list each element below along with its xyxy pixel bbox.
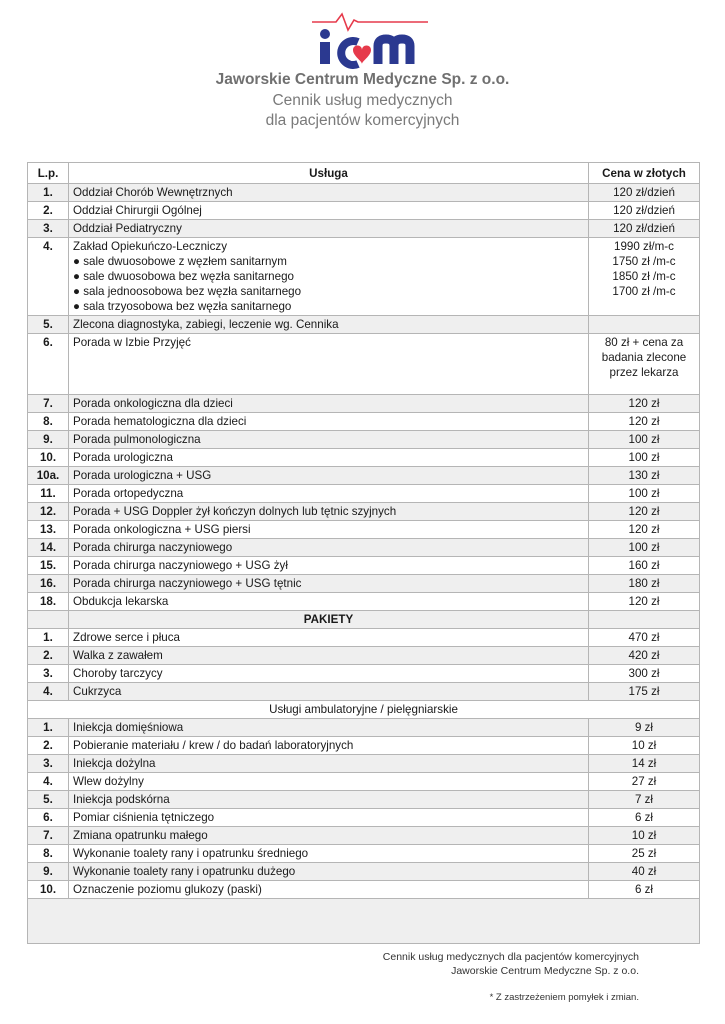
row-service: Porada chirurga naczyniowego + USG żył [69, 557, 589, 575]
row-price: 27 zł [589, 773, 700, 791]
row-service-zol [69, 238, 589, 316]
table-row [28, 449, 700, 467]
row-lp: 4. [28, 683, 69, 701]
header-lp: L.p. [28, 163, 69, 184]
row-service: Zdrowe serce i płuca [69, 629, 589, 647]
table-row [28, 431, 700, 449]
row-lp: 8. [28, 845, 69, 863]
row-service: Porada + USG Doppler żył kończyn dolnych lub tętnic szyjnych [69, 503, 589, 521]
table-header-row [28, 163, 700, 184]
row-lp: 4. [28, 238, 69, 316]
zol-item: ● sale dwuosobowe z węzłem sanitarnym [73, 255, 287, 268]
row-lp: 2. [28, 737, 69, 755]
row-service: Obdukcja lekarska [69, 593, 589, 611]
row-service: Pobieranie materiału / krew / do badań laboratoryjnych [69, 737, 589, 755]
table-row [28, 647, 700, 665]
row-service: Porada urologiczna [69, 449, 589, 467]
row-service: Walka z zawałem [69, 647, 589, 665]
logo-m [378, 39, 410, 64]
section-row-packages [28, 611, 700, 629]
row-lp: 6. [28, 809, 69, 827]
row-service: Wykonanie toalety rany i opatrunku dużego [69, 863, 589, 881]
document-title-line1: Cennik usług medycznych [272, 92, 453, 109]
row-service: Porada onkologiczna + USG piersi [69, 521, 589, 539]
section-empty-cell [589, 611, 700, 629]
table-row [28, 809, 700, 827]
row-lp: 5. [28, 791, 69, 809]
row-service: Zlecona diagnostyka, zabiegi, leczenie wg. Cennika [69, 316, 589, 334]
row-lp: 3. [28, 220, 69, 238]
row-lp: 10a. [28, 467, 69, 485]
table-row [28, 683, 700, 701]
table-row [28, 395, 700, 413]
table-row [28, 791, 700, 809]
header-service: Usługa [69, 163, 589, 184]
row-lp: 3. [28, 755, 69, 773]
row-price: 120 zł/dzień [589, 202, 700, 220]
table-row [28, 184, 700, 202]
row-lp: 2. [28, 647, 69, 665]
row-service: Iniekcja domięśniowa [69, 719, 589, 737]
row-price: 120 zł [589, 521, 700, 539]
row-price: 420 zł [589, 647, 700, 665]
row-service: Porada onkologiczna dla dzieci [69, 395, 589, 413]
row-service: Iniekcja podskórna [69, 791, 589, 809]
zol-price: 1990 zł/m-c [614, 240, 674, 253]
row-service: Porada hematologiczna dla dzieci [69, 413, 589, 431]
row-service: Oznaczenie poziomu glukozy (paski) [69, 881, 589, 899]
section-title-packages: PAKIETY [69, 611, 589, 629]
ecg-line [312, 14, 428, 30]
row-service: Oddział Pediatryczny [69, 220, 589, 238]
zol-price: 1850 zł /m-c [612, 270, 676, 283]
row-price: 120 zł/dzień [589, 184, 700, 202]
row-service: Porada ortopedyczna [69, 485, 589, 503]
zol-item: ● sala trzyosobowa bez węzła sanitarnego [73, 300, 292, 313]
row-price: 120 zł [589, 593, 700, 611]
table-row [28, 593, 700, 611]
row-lp: 2. [28, 202, 69, 220]
row-price: 120 zł [589, 503, 700, 521]
row-lp: 6. [28, 334, 69, 395]
table-row [28, 521, 700, 539]
row-price: 80 zł + cena za badania zlecone przez lekarza [589, 334, 700, 395]
row-service: Porada chirurga naczyniowego + USG tętnic [69, 575, 589, 593]
row-lp: 5. [28, 316, 69, 334]
table-row [28, 316, 700, 334]
zol-title: Zakład Opiekuńczo-Leczniczy [73, 240, 228, 253]
row-lp: 1. [28, 184, 69, 202]
zol-price: 1750 zł /m-c [612, 255, 676, 268]
row-price: 120 zł [589, 413, 700, 431]
table-row [28, 773, 700, 791]
row-lp: 11. [28, 485, 69, 503]
row-price: 7 zł [589, 791, 700, 809]
row-price: 14 zł [589, 755, 700, 773]
row-lp: 1. [28, 629, 69, 647]
table-row [28, 629, 700, 647]
table-row [28, 575, 700, 593]
table-row [28, 827, 700, 845]
price-table [27, 162, 700, 944]
row-price-zol [589, 238, 700, 316]
row-lp: 13. [28, 521, 69, 539]
footer-line2: Jaworskie Centrum Medyczne Sp. z o.o. [451, 965, 639, 977]
table-row [28, 202, 700, 220]
row-price: 100 zł [589, 431, 700, 449]
zol-item: ● sale dwuosobowa bez węzła sanitarnego [73, 270, 294, 283]
row-service: Choroby tarczycy [69, 665, 589, 683]
table-blank-row [28, 899, 700, 944]
row-price: 470 zł [589, 629, 700, 647]
row-lp: 7. [28, 827, 69, 845]
table-row [28, 881, 700, 899]
row-price: 6 zł [589, 881, 700, 899]
table-row [28, 539, 700, 557]
row-price: 120 zł/dzień [589, 220, 700, 238]
row-price: 160 zł [589, 557, 700, 575]
row-price [589, 316, 700, 334]
row-service: Porada urologiczna + USG [69, 467, 589, 485]
table-row [28, 503, 700, 521]
table-row [28, 413, 700, 431]
row-service: Wykonanie toalety rany i opatrunku średniego [69, 845, 589, 863]
zol-price: 1700 zł /m-c [612, 285, 676, 298]
table-row [28, 863, 700, 881]
row-lp: 9. [28, 863, 69, 881]
row-service: Cukrzyca [69, 683, 589, 701]
row-price: 40 zł [589, 863, 700, 881]
section-empty-cell [28, 611, 69, 629]
company-logo [306, 12, 434, 74]
document-title-line2: dla pacjentów komercyjnych [265, 112, 460, 129]
table-row [28, 755, 700, 773]
row-price: 10 zł [589, 737, 700, 755]
table-row [28, 665, 700, 683]
table-row [28, 220, 700, 238]
row-lp: 4. [28, 773, 69, 791]
row-lp: 10. [28, 881, 69, 899]
row-service: Zmiana opatrunku małego [69, 827, 589, 845]
table-row [28, 334, 700, 395]
row-service: Iniekcja dożylna [69, 755, 589, 773]
logo-dot [320, 29, 330, 39]
row-service: Porada pulmonologiczna [69, 431, 589, 449]
row-lp: 12. [28, 503, 69, 521]
row-lp: 9. [28, 431, 69, 449]
row-lp: 10. [28, 449, 69, 467]
row-lp: 18. [28, 593, 69, 611]
row-price: 9 zł [589, 719, 700, 737]
row-service: Wlew dożylny [69, 773, 589, 791]
table-row [28, 845, 700, 863]
section-row-ambulatory [28, 701, 700, 719]
table-row-zol [28, 238, 700, 316]
row-price: 6 zł [589, 809, 700, 827]
row-service: Porada w Izbie Przyjęć [69, 334, 589, 395]
row-lp: 8. [28, 413, 69, 431]
table-row [28, 485, 700, 503]
table-row [28, 557, 700, 575]
header-price: Cena w złotych [589, 163, 700, 184]
footer-note: * Z zastrzeżeniem pomyłek i zmian. [489, 992, 639, 1003]
row-price: 10 zł [589, 827, 700, 845]
row-price: 175 zł [589, 683, 700, 701]
table-row [28, 467, 700, 485]
row-lp: 16. [28, 575, 69, 593]
zol-item: ● sala jednoosobowa bez węzła sanitarnego [73, 285, 302, 298]
row-price: 120 zł [589, 395, 700, 413]
row-price: 100 zł [589, 449, 700, 467]
row-price: 100 zł [589, 485, 700, 503]
table-row [28, 737, 700, 755]
row-service: Pomiar ciśnienia tętniczego [69, 809, 589, 827]
table-row [28, 719, 700, 737]
row-price: 25 zł [589, 845, 700, 863]
row-lp: 7. [28, 395, 69, 413]
row-lp: 1. [28, 719, 69, 737]
row-price: 180 zł [589, 575, 700, 593]
blank-cell [28, 899, 700, 944]
row-service: Porada chirurga naczyniowego [69, 539, 589, 557]
row-lp: 3. [28, 665, 69, 683]
row-price: 100 zł [589, 539, 700, 557]
row-service: Oddział Chirurgii Ogólnej [69, 202, 589, 220]
row-service: Oddział Chorób Wewnętrznych [69, 184, 589, 202]
row-lp: 14. [28, 539, 69, 557]
footer-line1: Cennik usług medycznych dla pacjentów komercyjnych [382, 951, 639, 963]
row-price: 130 zł [589, 467, 700, 485]
logo-i-stem [320, 42, 330, 64]
section-title-ambulatory: Usługi ambulatoryjne / pielęgniarskie [28, 701, 700, 719]
row-price: 300 zł [589, 665, 700, 683]
row-lp: 15. [28, 557, 69, 575]
company-name: Jaworskie Centrum Medyczne Sp. z o.o. [215, 71, 510, 88]
